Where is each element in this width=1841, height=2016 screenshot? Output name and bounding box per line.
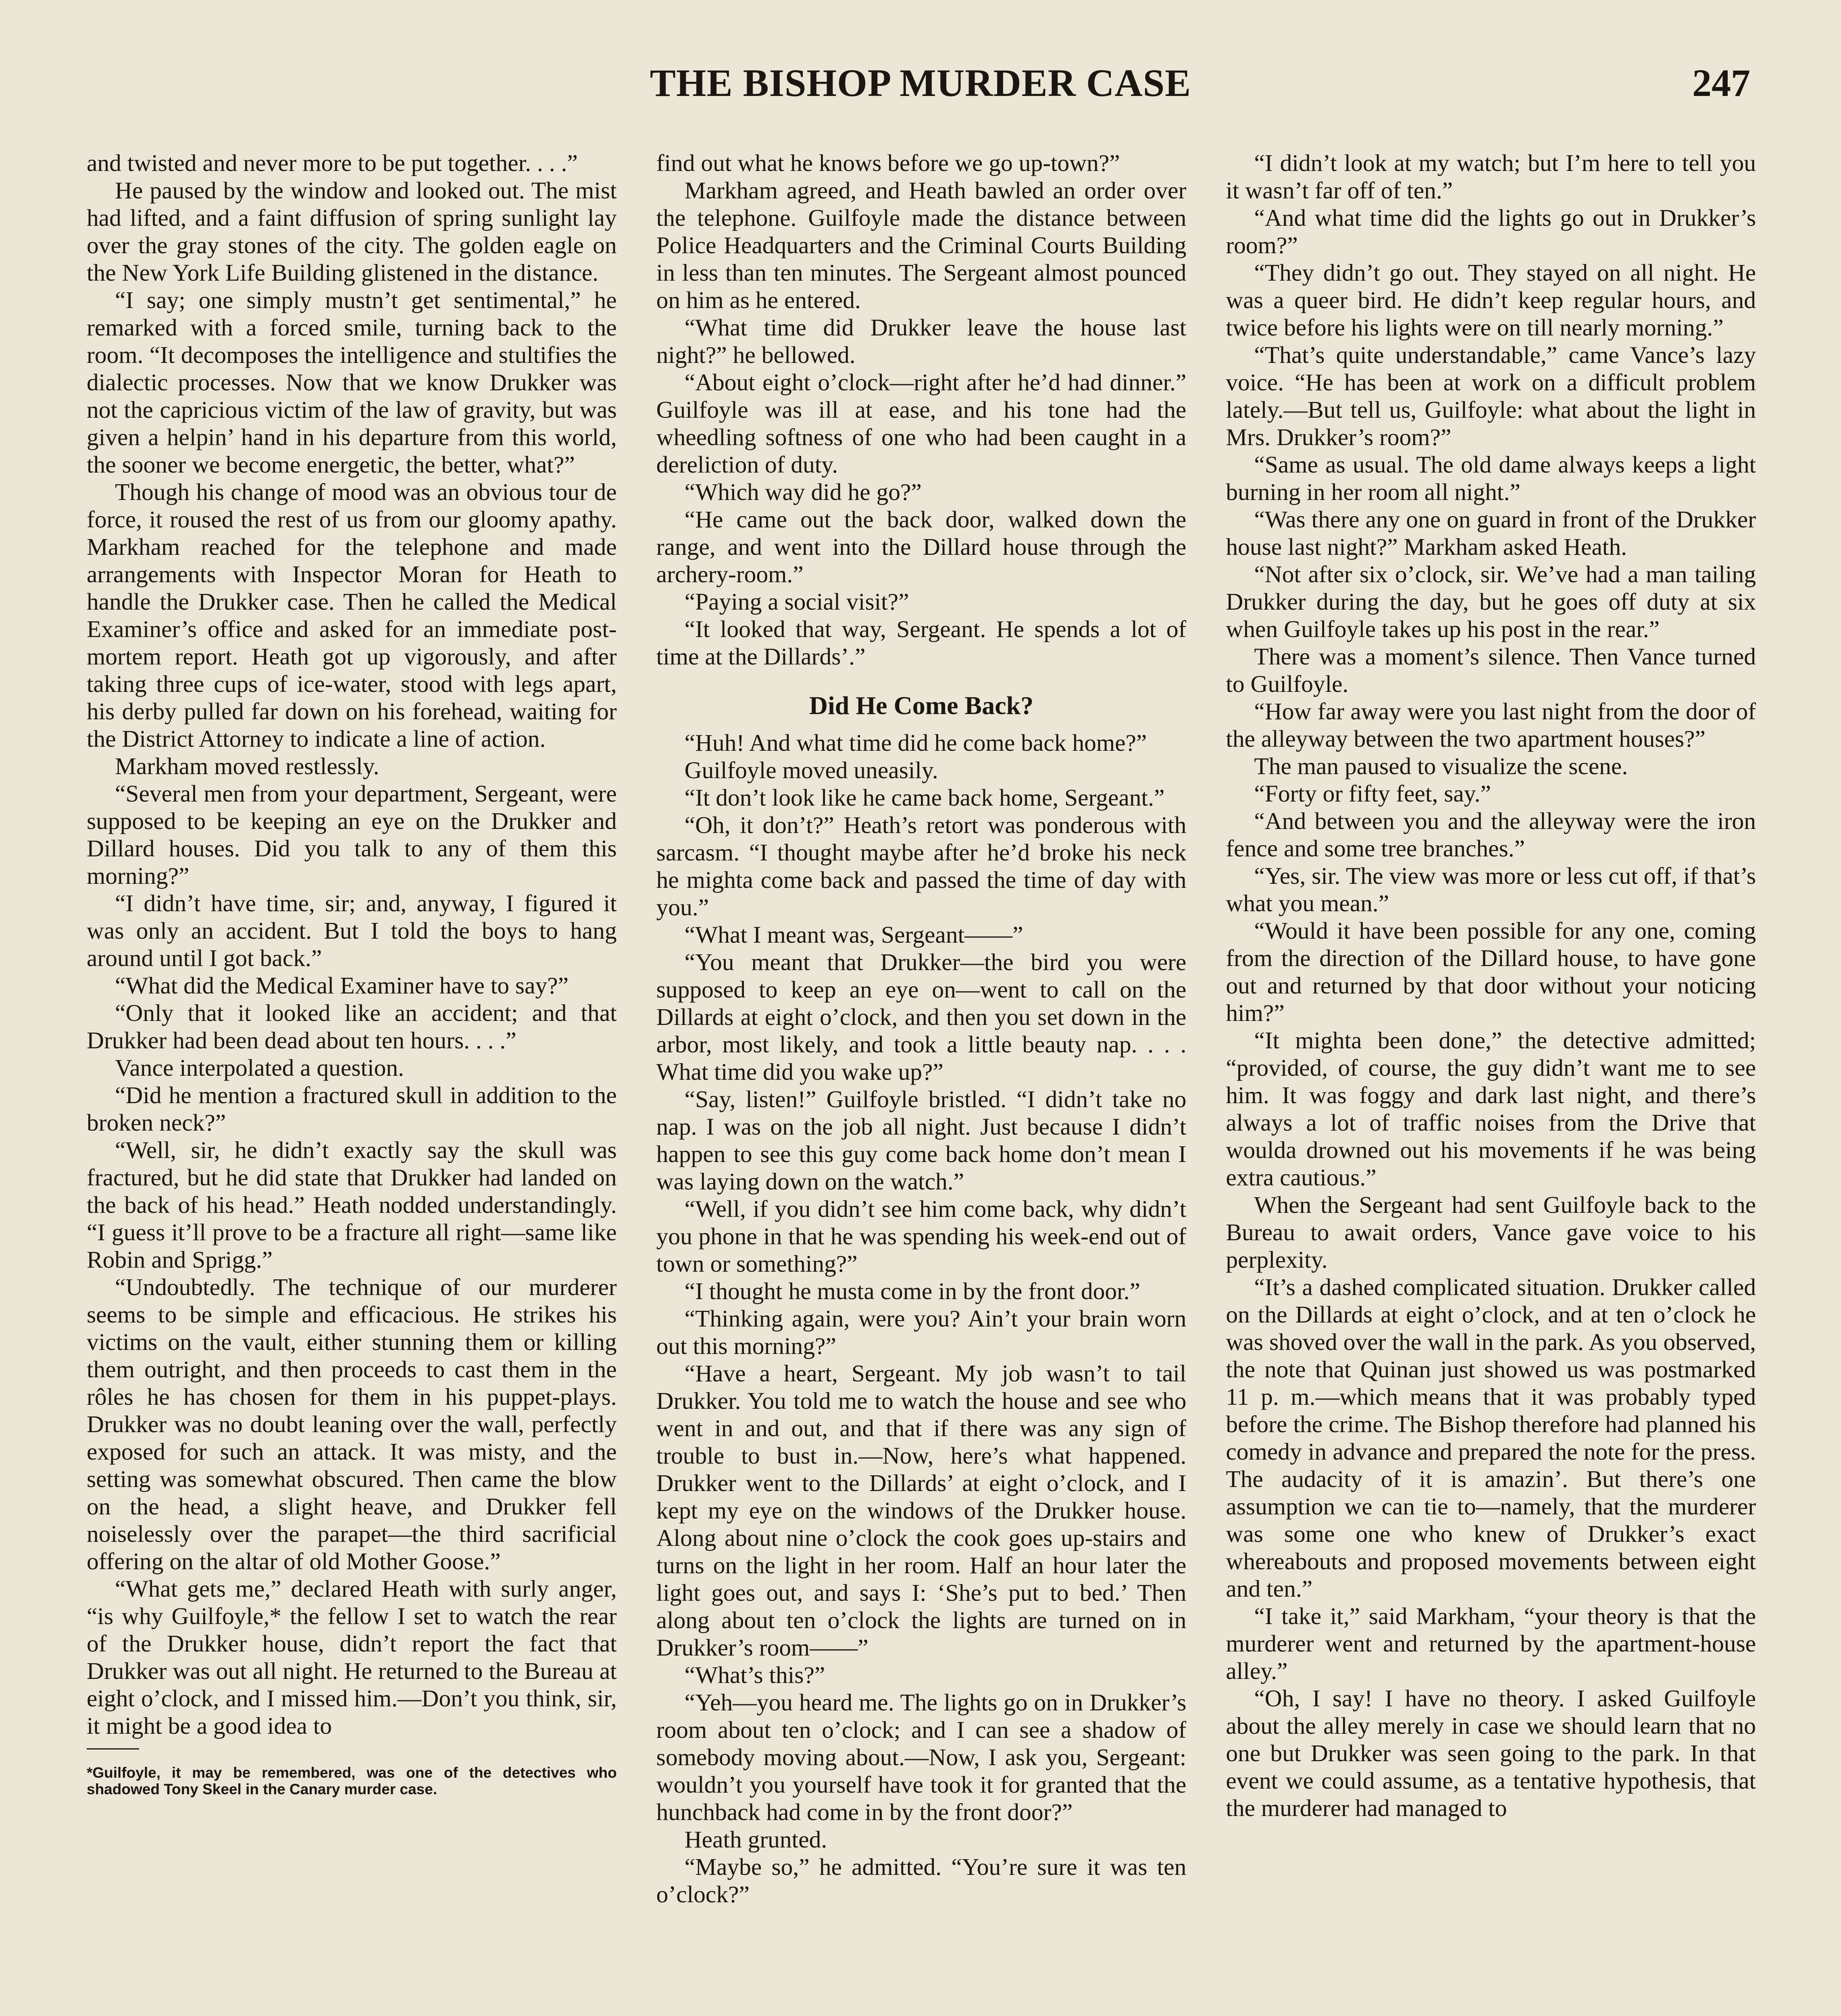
paragraph: Though his change of mood was an obvious tour de force, it roused the rest of us from our gloomy apathy. Markham reached for the telephone and made arrangements with Inspector Moran for Heath to handle the Drukker case. Then he called the Medical Examiner’s office and asked for an immediate post-mortem report. Heath got up vigorously, and after taking three cups of ice-water, stood with legs apart, his derby pulled far down on his forehead, waiting for the District Attorney to indicate a line of action. (87, 479, 617, 752)
paragraph: Vance interpolated a question. (115, 1054, 404, 1081)
paragraph: “Which way did he go?” (684, 479, 922, 505)
paragraph: “It’s a dashed complicated situation. Drukker called on the Dillards at eight o’clock, and at ten o’clock he was shoved over the wall in the park. As you observed, the note that Quinan just showed us was postmarked 11 p. m.—which means that it was probably typed before the crime. The Bishop therefore had planned his comedy in advance and prepared the note for the press. The audacity of it is amazin’. But there’s one assumption we can tie to—namely, that the murderer was some one who knew of Drukker’s exact whereabouts and proposed movements between eight and ten.” (1226, 1274, 1756, 1602)
paragraph: “They didn’t go out. They stayed on all night. He was a queer bird. He didn’t keep regular hours, and twice before his lights were on till nearly morning.” (1226, 259, 1756, 341)
paragraph: He paused by the window and looked out. The mist had lifted, and a faint diffusion of spring sunlight lay over the gray stones of the city. The golden eagle on the New York Life Building glistened in the distance. (87, 177, 617, 286)
paragraph: “I didn’t have time, sir; and, anyway, I figured it was only an accident. But I told the boys to hang around until I got back.” (87, 890, 617, 971)
paragraph: “Yeh—you heard me. The lights go on in Drukker’s room about ten o’clock; and I can see a shadow of somebody moving about.—Now, I ask you, Sergeant: wouldn’t you yourself have took it for granted that the hunchback had come in by the front door?” (656, 1689, 1187, 1825)
paragraph: “Thinking again, were you? Ain’t your brain worn out this morning?” (656, 1305, 1187, 1359)
paragraph: Guilfoyle moved uneasily. (684, 757, 938, 783)
paragraph: “It mighta been done,” the detective admitted; “provided, of course, the guy didn’t want me to see him. It was foggy and dark last night, and there’s always a lot of traffic noises from the Drive that woulda drowned out his movements if he was being extra cautious.” (1226, 1027, 1756, 1191)
paragraph: Markham moved restlessly. (115, 753, 379, 779)
paragraph: “What I meant was, Sergeant——” (684, 921, 1023, 948)
paragraph: “And what time did the lights go out in Drukker’s room?” (1226, 204, 1756, 258)
paragraph: “About eight o’clock—right after he’d had dinner.” Guilfoyle was ill at ease, and his tone had the wheedling softness of one who had been caught in a dereliction of duty. (656, 369, 1187, 478)
paragraph: “Well, sir, he didn’t exactly say the skull was fractured, but he did state that Drukker had landed on the back of his head.” Heath nodded understandingly. “I guess it’ll prove to be a fracture all right—same like Robin and Sprigg.” (87, 1137, 617, 1273)
paragraph: “What did the Medical Examiner have to say?” (115, 972, 569, 999)
paragraph: “I say; one simply mustn’t get sentimental,” he remarked with a forced smile, turning back to the room. “It decomposes the intelligence and stultifies the dialectic processes. Now that we know Drukker was not the capricious victim of the law of gravity, but was given a helpin’ hand in his departure from this world, the sooner we become energetic, the better, what?” (87, 287, 617, 478)
paragraph: “Have a heart, Sergeant. My job wasn’t to tail Drukker. You told me to watch the house and see who went in and out, and that if there was any sign of trouble to bust in.—Now, here’s what happened. Drukker went to the Dillards’ at eight o’clock, and I kept my eye on the windows of the Drukker house. Along about nine o’clock the cook goes up-stairs and turns on the light in her room. Half an hour later the light goes out, and says I: ‘She’s put to bed.’ Then along about ten o’clock the lights are turned on in Drukker’s room——” (656, 1360, 1187, 1661)
paragraph: find out what he knows before we go up-town?” (656, 150, 1120, 176)
paragraph: “I didn’t look at my watch; but I’m here to tell you it wasn’t far off of ten.” (1226, 150, 1756, 204)
paragraph: “Only that it looked like an accident; and that Drukker had been dead about ten hours. . . .” (87, 1000, 617, 1054)
paragraph: “Well, if you didn’t see him come back, why didn’t you phone in that he was spending his week-end out of town or something?” (656, 1195, 1187, 1277)
paragraph: and twisted and never more to be put together. . . .” (87, 150, 578, 176)
paragraph: “I take it,” said Markham, “your theory is that the murderer went and returned by the apartment-house alley.” (1226, 1603, 1756, 1684)
paragraph: “Oh, it don’t?” Heath’s retort was ponderous with sarcasm. “I thought maybe after he’d broke his neck he mighta come back and passed the time of day with you.” (656, 812, 1187, 921)
paragraph: “Huh! And what time did he come back home?” (684, 729, 1147, 756)
paragraph: “What’s this?” (684, 1662, 825, 1688)
paragraph: “Forty or fifty feet, say.” (1254, 780, 1491, 807)
footnote-rule (87, 1748, 139, 1749)
paragraph: “What time did Drukker leave the house last night?” he bellowed. (656, 314, 1187, 368)
column-middle (656, 149, 1187, 2016)
paragraph: “How far away were you last night from the door of the alleyway between the two apartment houses?” (1226, 698, 1756, 752)
text-columns (87, 149, 1756, 2016)
paragraph: “That’s quite understandable,” came Vance’s lazy voice. “He has been at work on a difficult problem lately.—But tell us, Guilfoyle: what about the light in Mrs. Drukker’s room?” (1226, 342, 1756, 450)
paragraph: “Maybe so,” he admitted. “You’re sure it was ten o’clock?” (656, 1854, 1187, 1908)
paragraph: “Oh, I say! I have no theory. I asked Guilfoyle about the alley merely in case we should learn that no one but Drukker was seen going to the park. In that event we could assume, as a tentative hypothesis, that the murderer had managed to (1226, 1685, 1756, 1821)
paragraph: Heath grunted. (684, 1826, 827, 1853)
paragraph: “Not after six o’clock, sir. We’ve had a man tailing Drukker during the day, but he goes off duty at six when Guilfoyle takes up his post in the rear.” (1226, 561, 1756, 642)
paragraph: “You meant that Drukker—the bird you were supposed to keep an eye on—went to call on the Dillards at eight o’clock, and then you set down in the arbor, most likely, and took a little beauty nap. . . . What time did you wake up?” (656, 949, 1187, 1085)
paragraph: “Was there any one on guard in front of the Drukker house last night?” Markham asked Heath. (1226, 506, 1756, 560)
paragraph: There was a moment’s silence. Then Vance turned to Guilfoyle. (1226, 643, 1756, 697)
paragraph: “It looked that way, Sergeant. He spends a lot of time at the Dillards’.” (656, 616, 1187, 670)
paragraph: “Same as usual. The old dame always keeps a light burning in her room all night.” (1226, 451, 1756, 505)
page-number: 247 (1692, 61, 1750, 104)
page-header (0, 0, 1841, 153)
paragraph: “It don’t look like he came back home, Sergeant.” (684, 784, 1165, 811)
paragraph: “Did he mention a fractured skull in addition to the broken neck?” (87, 1082, 617, 1136)
paragraph: “And between you and the alleyway were the iron fence and some tree branches.” (1226, 808, 1756, 862)
paragraph: “Several men from your department, Sergeant, were supposed to be keeping an eye on the Drukker and Dillard houses. Did you talk to any of them this morning?” (87, 780, 617, 889)
paragraph: “He came out the back door, walked down the range, and went into the Dillard house through the archery-room.” (656, 506, 1187, 587)
paragraph: “Yes, sir. The view was more or less cut off, if that’s what you mean.” (1226, 862, 1756, 916)
running-title: THE BISHOP MURDER CASE (650, 61, 1191, 104)
paragraph: “What gets me,” declared Heath with surly anger, “is why Guilfoyle,* the fellow I set to watch the rear of the Drukker house, didn’t report the fact that Drukker was out all night. He returned to the Bureau at eight o’clock, and I missed him.—Don’t you think, sir, it might be a good idea to (87, 1575, 617, 1739)
paragraph: The man paused to visualize the scene. (1254, 753, 1628, 779)
footnote: *Guilfoyle, it may be remembered, was one of the detectives who shadowed Tony Skeel in the Canary murder case. (87, 1764, 617, 1797)
paragraph: When the Sergeant had sent Guilfoyle back to the Bureau to await orders, Vance gave voice to his perplexity. (1226, 1191, 1756, 1273)
paragraph: “Say, listen!” Guilfoyle bristled. “I didn’t take no nap. I was on the job all night. Just because I didn’t happen to see this guy come back home don’t mean I was laying down on the watch.” (656, 1086, 1187, 1195)
section-heading: Did He Come Back? (809, 691, 1034, 720)
paragraph: “I thought he musta come in by the front door.” (684, 1278, 1140, 1304)
paragraph: “Undoubtedly. The technique of our murderer seems to be simple and efficacious. He strikes his victims on the vault, either stunning them or killing them outright, and then proceeds to cast them in the rôles he has chosen for them in his puppet-plays. Drukker was no doubt leaning over the wall, perfectly exposed for such an attack. It was misty, and the setting was somewhat obscured. Then came the blow on the head, a slight heave, and Drukker fell noiselessly over the parapet—the third sacrificial offering on the altar of old Mother Goose.” (87, 1274, 617, 1574)
paragraph: Markham agreed, and Heath bawled an order over the telephone. Guilfoyle made the distance between Police Headquarters and the Criminal Courts Building in less than ten minutes. The Sergeant almost pounced on him as he entered. (656, 177, 1187, 313)
paragraph: “Paying a social visit?” (684, 588, 909, 615)
column-left (87, 149, 617, 2016)
column-right (1226, 149, 1756, 2016)
paragraph: “Would it have been possible for any one, coming from the direction of the Dillard house, to have gone out and returned by that door without your noticing him?” (1226, 917, 1756, 1026)
